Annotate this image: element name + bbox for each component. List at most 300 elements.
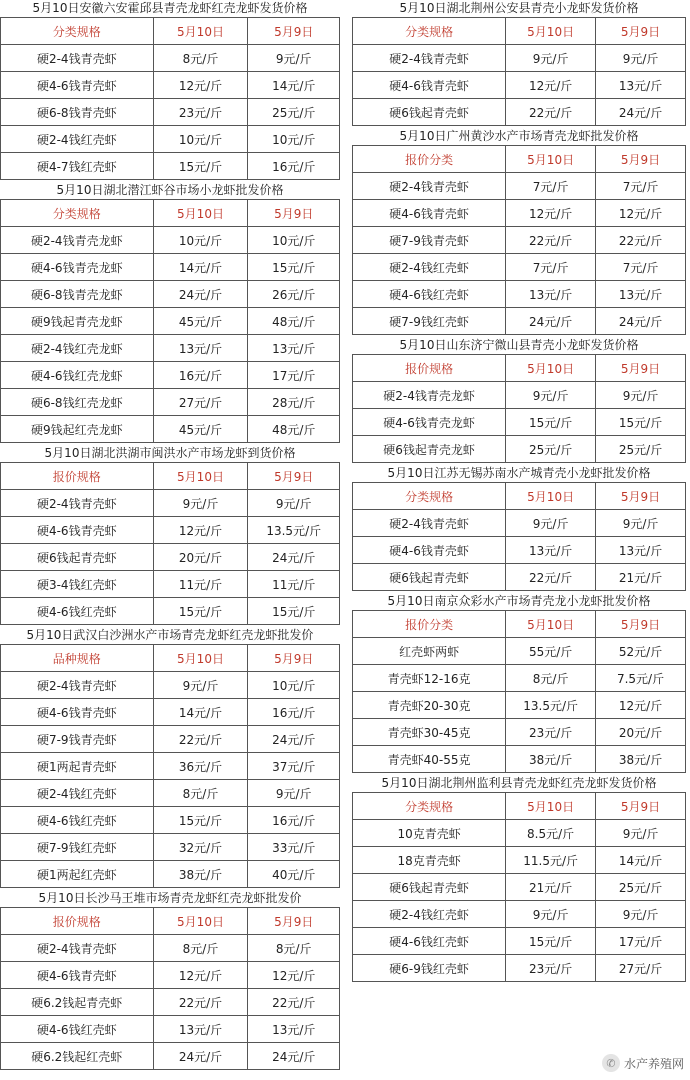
spec-cell: 硬6钱起青壳虾 [353,874,506,901]
price-block [352,0,686,126]
price-cell: 24元/斤 [596,308,686,335]
header-cell: 分类规格 [1,18,154,45]
price-cell: 10元/斤 [248,672,340,699]
table-row [1,861,340,888]
price-cell: 13元/斤 [153,1016,248,1043]
price-cell: 16元/斤 [248,153,340,180]
table-header-row [353,793,686,820]
header-cell: 报价规格 [353,355,506,382]
price-cell: 12元/斤 [153,517,248,544]
price-cell: 8元/斤 [506,665,596,692]
price-cell: 48元/斤 [248,308,340,335]
price-block [352,593,686,773]
price-cell: 13.5元/斤 [506,692,596,719]
price-cell: 15元/斤 [153,153,248,180]
price-cell: 13元/斤 [506,281,596,308]
price-cell: 16元/斤 [153,362,248,389]
price-table [352,17,686,126]
price-cell: 14元/斤 [248,72,340,99]
table-row [353,901,686,928]
price-cell: 24元/斤 [248,726,340,753]
header-cell: 5月9日 [248,200,340,227]
table-row [1,598,340,625]
header-cell: 分类规格 [353,793,506,820]
price-cell: 13元/斤 [596,72,686,99]
price-cell: 13.5元/斤 [248,517,340,544]
table-row [1,281,340,308]
table-row [353,847,686,874]
header-cell: 5月9日 [248,463,340,490]
spec-cell: 18克青壳虾 [353,847,506,874]
price-cell: 11.5元/斤 [506,847,596,874]
price-cell: 22元/斤 [153,726,248,753]
spec-cell: 硬4-6钱红壳龙虾 [1,362,154,389]
price-cell: 15元/斤 [596,409,686,436]
price-cell: 28元/斤 [248,389,340,416]
table-row [1,1043,340,1070]
price-cell: 25元/斤 [596,874,686,901]
spec-cell: 硬6钱起青壳虾 [353,564,506,591]
table-row [353,72,686,99]
right-column [352,0,686,984]
price-cell: 32元/斤 [153,834,248,861]
price-cell: 12元/斤 [506,72,596,99]
price-cell: 8元/斤 [153,935,248,962]
spec-cell: 硬2-4钱青壳虾 [353,45,506,72]
price-cell: 7元/斤 [596,173,686,200]
price-block [0,627,340,888]
spec-cell: 10克青壳虾 [353,820,506,847]
price-cell: 27元/斤 [153,389,248,416]
spec-cell: 硬2-4钱红壳虾 [1,780,154,807]
price-cell: 13元/斤 [248,1016,340,1043]
spec-cell: 硬4-6钱青壳龙虾 [353,409,506,436]
spec-cell: 硬2-4钱青壳虾 [1,935,154,962]
price-cell: 9元/斤 [248,780,340,807]
price-cell: 15元/斤 [153,598,248,625]
header-cell: 5月9日 [248,18,340,45]
table-row [1,72,340,99]
table-row [353,537,686,564]
price-cell: 25元/斤 [506,436,596,463]
price-cell: 27元/斤 [596,955,686,982]
table-row [1,416,340,443]
price-cell: 15元/斤 [153,807,248,834]
table-row [353,227,686,254]
spec-cell: 硬2-4钱青壳虾 [1,672,154,699]
table-header-row [353,483,686,510]
spec-cell: 硬4-6钱青壳虾 [353,200,506,227]
price-cell: 17元/斤 [248,362,340,389]
price-cell: 10元/斤 [248,126,340,153]
price-cell: 25元/斤 [596,436,686,463]
spec-cell: 硬6钱起青壳龙虾 [353,436,506,463]
spec-cell: 硬4-6钱青壳虾 [1,962,154,989]
table-header-row [353,355,686,382]
price-cell: 24元/斤 [248,1043,340,1070]
header-cell: 5月10日 [153,200,248,227]
price-table [0,462,340,625]
table-row [1,254,340,281]
block-title: 5月10日湖北洪湖市闽洪水产市场龙虾到货价格 [44,446,296,460]
price-cell: 13元/斤 [596,537,686,564]
spec-cell: 硬9钱起红壳龙虾 [1,416,154,443]
price-cell: 37元/斤 [248,753,340,780]
spec-cell: 硬4-6钱青壳虾 [353,72,506,99]
watermark-label: 水产养殖网 [623,1056,684,1071]
price-cell: 15元/斤 [506,928,596,955]
price-cell: 12元/斤 [153,962,248,989]
table-row [1,935,340,962]
spec-cell: 硬2-4钱红壳虾 [353,901,506,928]
price-block [0,445,340,625]
spec-cell: 青壳虾20-30克 [353,692,506,719]
price-cell: 55元/斤 [506,638,596,665]
price-cell: 14元/斤 [153,254,248,281]
block-title: 5月10日山东济宁微山县青壳小龙虾发货价格 [399,338,639,352]
price-cell: 22元/斤 [153,989,248,1016]
price-cell: 7.5元/斤 [596,665,686,692]
price-cell: 36元/斤 [153,753,248,780]
table-row [1,308,340,335]
price-cell: 9元/斤 [596,901,686,928]
spec-cell: 硬6-8钱青壳虾 [1,99,154,126]
price-cell: 21元/斤 [596,564,686,591]
price-table [0,199,340,443]
table-header-row [353,611,686,638]
price-cell: 21元/斤 [506,874,596,901]
price-table [352,792,686,982]
price-cell: 9元/斤 [506,382,596,409]
spec-cell: 硬2-4钱青壳虾 [1,45,154,72]
header-cell: 5月10日 [506,146,596,173]
price-cell: 13元/斤 [248,335,340,362]
spec-cell: 硬4-6钱红壳虾 [353,281,506,308]
table-row [1,699,340,726]
table-row [1,490,340,517]
price-cell: 9元/斤 [153,490,248,517]
header-cell: 5月9日 [596,146,686,173]
price-cell: 13元/斤 [506,537,596,564]
watermark [602,1054,684,1072]
header-cell: 5月10日 [153,18,248,45]
price-cell: 33元/斤 [248,834,340,861]
spec-cell: 青壳虾30-45克 [353,719,506,746]
spec-cell: 硬2-4钱红壳虾 [1,126,154,153]
spec-cell: 硬7-9钱红壳虾 [353,308,506,335]
price-table [352,482,686,591]
header-cell: 5月10日 [506,611,596,638]
table-row [353,308,686,335]
price-block [0,182,340,443]
spec-cell: 硬4-6钱青壳虾 [353,537,506,564]
spec-cell: 硬6-8钱青壳龙虾 [1,281,154,308]
price-cell: 14元/斤 [153,699,248,726]
table-row [353,45,686,72]
price-cell: 8.5元/斤 [506,820,596,847]
price-cell: 23元/斤 [506,955,596,982]
table-row [1,99,340,126]
table-row [1,544,340,571]
spec-cell: 硬4-6钱红壳虾 [1,1016,154,1043]
table-row [1,389,340,416]
table-row [353,382,686,409]
price-block [352,337,686,463]
price-cell: 9元/斤 [153,672,248,699]
price-cell: 25元/斤 [248,99,340,126]
spec-cell: 硬6.2钱起红壳虾 [1,1043,154,1070]
spec-cell: 硬2-4钱青壳龙虾 [353,382,506,409]
price-cell: 12元/斤 [596,200,686,227]
price-block [352,775,686,982]
price-block [0,890,340,1070]
table-row [353,638,686,665]
table-row [353,409,686,436]
price-cell: 38元/斤 [153,861,248,888]
header-cell: 品种规格 [1,645,154,672]
price-table [352,145,686,335]
table-header-row [1,645,340,672]
block-title: 5月10日安徽六安霍邱县青壳龙虾红壳龙虾发货价格 [32,1,308,15]
price-cell: 26元/斤 [248,281,340,308]
price-cell: 9元/斤 [248,45,340,72]
price-table [0,644,340,888]
price-cell: 15元/斤 [248,254,340,281]
table-row [1,335,340,362]
table-row [353,99,686,126]
table-row [353,254,686,281]
price-cell: 45元/斤 [153,308,248,335]
header-cell: 报价规格 [1,908,154,935]
spec-cell: 硬2-4钱青壳虾 [353,173,506,200]
spec-cell: 硬4-6钱青壳虾 [1,72,154,99]
spec-cell: 硬7-9钱青壳虾 [353,227,506,254]
spec-cell: 硬6.2钱起青壳虾 [1,989,154,1016]
table-row [353,510,686,537]
spec-cell: 硬4-6钱青壳虾 [1,699,154,726]
spec-cell: 硬7-9钱青壳虾 [1,726,154,753]
price-cell: 8元/斤 [248,935,340,962]
price-cell: 22元/斤 [248,989,340,1016]
header-cell: 5月9日 [596,611,686,638]
price-cell: 9元/斤 [506,510,596,537]
table-row [353,719,686,746]
price-cell: 48元/斤 [248,416,340,443]
spec-cell: 红壳虾两虾 [353,638,506,665]
table-header-row [353,18,686,45]
header-cell: 报价分类 [353,146,506,173]
price-cell: 15元/斤 [506,409,596,436]
block-title: 5月10日湖北潜江虾谷市场小龙虾批发价格 [56,183,284,197]
price-table [0,907,340,1070]
price-cell: 17元/斤 [596,928,686,955]
spec-cell: 硬1两起红壳虾 [1,861,154,888]
table-row [1,571,340,598]
spec-cell: 青壳虾12-16克 [353,665,506,692]
price-block [0,0,340,180]
spec-cell: 硬4-6钱青壳虾 [1,517,154,544]
price-cell: 9元/斤 [596,45,686,72]
price-cell: 40元/斤 [248,861,340,888]
price-cell: 16元/斤 [248,807,340,834]
block-title: 5月10日湖北荆州监利县青壳龙虾红壳龙虾发货价格 [381,776,657,790]
spec-cell: 硬7-9钱红壳虾 [1,834,154,861]
table-header-row [1,18,340,45]
spec-cell: 硬2-4钱红壳虾 [353,254,506,281]
price-cell: 24元/斤 [506,308,596,335]
price-cell: 7元/斤 [506,254,596,281]
block-title: 5月10日南京众彩水产市场青壳龙小龙虾批发价格 [387,594,651,608]
table-row [353,564,686,591]
price-cell: 8元/斤 [153,45,248,72]
spec-cell: 硬6-8钱红壳龙虾 [1,389,154,416]
table-row [1,153,340,180]
header-cell: 5月9日 [596,793,686,820]
price-table [352,354,686,463]
table-row [1,1016,340,1043]
spec-cell: 硬4-6钱红壳虾 [1,598,154,625]
price-cell: 16元/斤 [248,699,340,726]
table-row [353,692,686,719]
block-title: 5月10日江苏无锡苏南水产城青壳小龙虾批发价格 [387,466,651,480]
header-cell: 5月9日 [596,355,686,382]
table-header-row [1,200,340,227]
table-row [1,753,340,780]
spec-cell: 硬3-4钱红壳虾 [1,571,154,598]
price-block [352,465,686,591]
block-title: 5月10日广州黄沙水产市场青壳龙虾批发价格 [399,129,639,143]
price-cell: 22元/斤 [506,99,596,126]
header-cell: 分类规格 [353,18,506,45]
table-row [1,807,340,834]
price-cell: 45元/斤 [153,416,248,443]
price-cell: 11元/斤 [153,571,248,598]
header-cell: 报价规格 [1,463,154,490]
price-cell: 23元/斤 [506,719,596,746]
header-cell: 5月10日 [153,463,248,490]
table-row [353,820,686,847]
price-cell: 13元/斤 [596,281,686,308]
spec-cell: 硬4-6钱青壳龙虾 [1,254,154,281]
header-cell: 分类规格 [353,483,506,510]
header-cell: 5月9日 [248,908,340,935]
block-title: 5月10日湖北荆州公安县青壳小龙虾发货价格 [399,1,639,15]
table-row [1,834,340,861]
block-title: 5月10日武汉白沙洲水产市场青壳龙虾红壳龙虾批发价 [26,628,314,642]
price-cell: 7元/斤 [596,254,686,281]
header-cell: 5月9日 [596,18,686,45]
table-row [353,200,686,227]
price-cell: 24元/斤 [248,544,340,571]
price-cell: 12元/斤 [506,200,596,227]
spec-cell: 硬6钱起青壳虾 [353,99,506,126]
price-table [0,17,340,180]
price-cell: 10元/斤 [248,227,340,254]
price-cell: 14元/斤 [596,847,686,874]
price-cell: 38元/斤 [596,746,686,773]
header-cell: 5月9日 [596,483,686,510]
spec-cell: 硬9钱起青壳龙虾 [1,308,154,335]
spec-cell: 硬6钱起青壳虾 [1,544,154,571]
price-cell: 9元/斤 [596,820,686,847]
price-cell: 9元/斤 [506,901,596,928]
price-cell: 22元/斤 [506,227,596,254]
table-row [353,874,686,901]
spec-cell: 硬2-4钱红壳龙虾 [1,335,154,362]
table-row [1,780,340,807]
price-cell: 10元/斤 [153,126,248,153]
table-row [353,955,686,982]
wechat-icon: ✆ [602,1054,620,1072]
header-cell: 5月9日 [248,645,340,672]
header-cell: 5月10日 [506,483,596,510]
spec-cell: 硬4-6钱红壳虾 [353,928,506,955]
header-cell: 5月10日 [506,18,596,45]
table-row [353,665,686,692]
spec-cell: 硬4-7钱红壳虾 [1,153,154,180]
table-row [1,726,340,753]
table-row [1,126,340,153]
price-cell: 23元/斤 [153,99,248,126]
spec-cell: 硬4-6钱红壳虾 [1,807,154,834]
price-cell: 20元/斤 [153,544,248,571]
header-cell: 5月10日 [506,355,596,382]
price-cell: 20元/斤 [596,719,686,746]
header-cell: 5月10日 [153,645,248,672]
price-cell: 9元/斤 [506,45,596,72]
table-row [353,928,686,955]
price-cell: 7元/斤 [506,173,596,200]
price-cell: 24元/斤 [153,1043,248,1070]
spec-cell: 硬2-4钱青壳虾 [353,510,506,537]
price-cell: 9元/斤 [596,510,686,537]
table-row [353,436,686,463]
header-cell: 5月10日 [506,793,596,820]
table-row [1,517,340,544]
price-cell: 12元/斤 [596,692,686,719]
table-row [1,672,340,699]
table-row [353,746,686,773]
spec-cell: 青壳虾40-55克 [353,746,506,773]
table-row [1,962,340,989]
spec-cell: 硬2-4钱青壳龙虾 [1,227,154,254]
header-cell: 报价分类 [353,611,506,638]
price-cell: 22元/斤 [506,564,596,591]
header-cell: 5月10日 [153,908,248,935]
price-block [352,128,686,335]
price-cell: 9元/斤 [248,490,340,517]
spec-cell: 硬6-9钱红壳虾 [353,955,506,982]
table-row [1,362,340,389]
price-cell: 11元/斤 [248,571,340,598]
table-row [1,989,340,1016]
price-cell: 12元/斤 [248,962,340,989]
price-cell: 24元/斤 [596,99,686,126]
price-cell: 12元/斤 [153,72,248,99]
price-cell: 8元/斤 [153,780,248,807]
left-column [0,0,340,1072]
table-header-row [1,908,340,935]
block-title: 5月10日长沙马王堆市场青壳龙虾红壳龙虾批发价 [38,891,302,905]
price-cell: 22元/斤 [596,227,686,254]
header-cell: 分类规格 [1,200,154,227]
price-cell: 9元/斤 [596,382,686,409]
price-cell: 38元/斤 [506,746,596,773]
price-cell: 15元/斤 [248,598,340,625]
price-cell: 10元/斤 [153,227,248,254]
spec-cell: 硬1两起青壳虾 [1,753,154,780]
table-header-row [353,146,686,173]
